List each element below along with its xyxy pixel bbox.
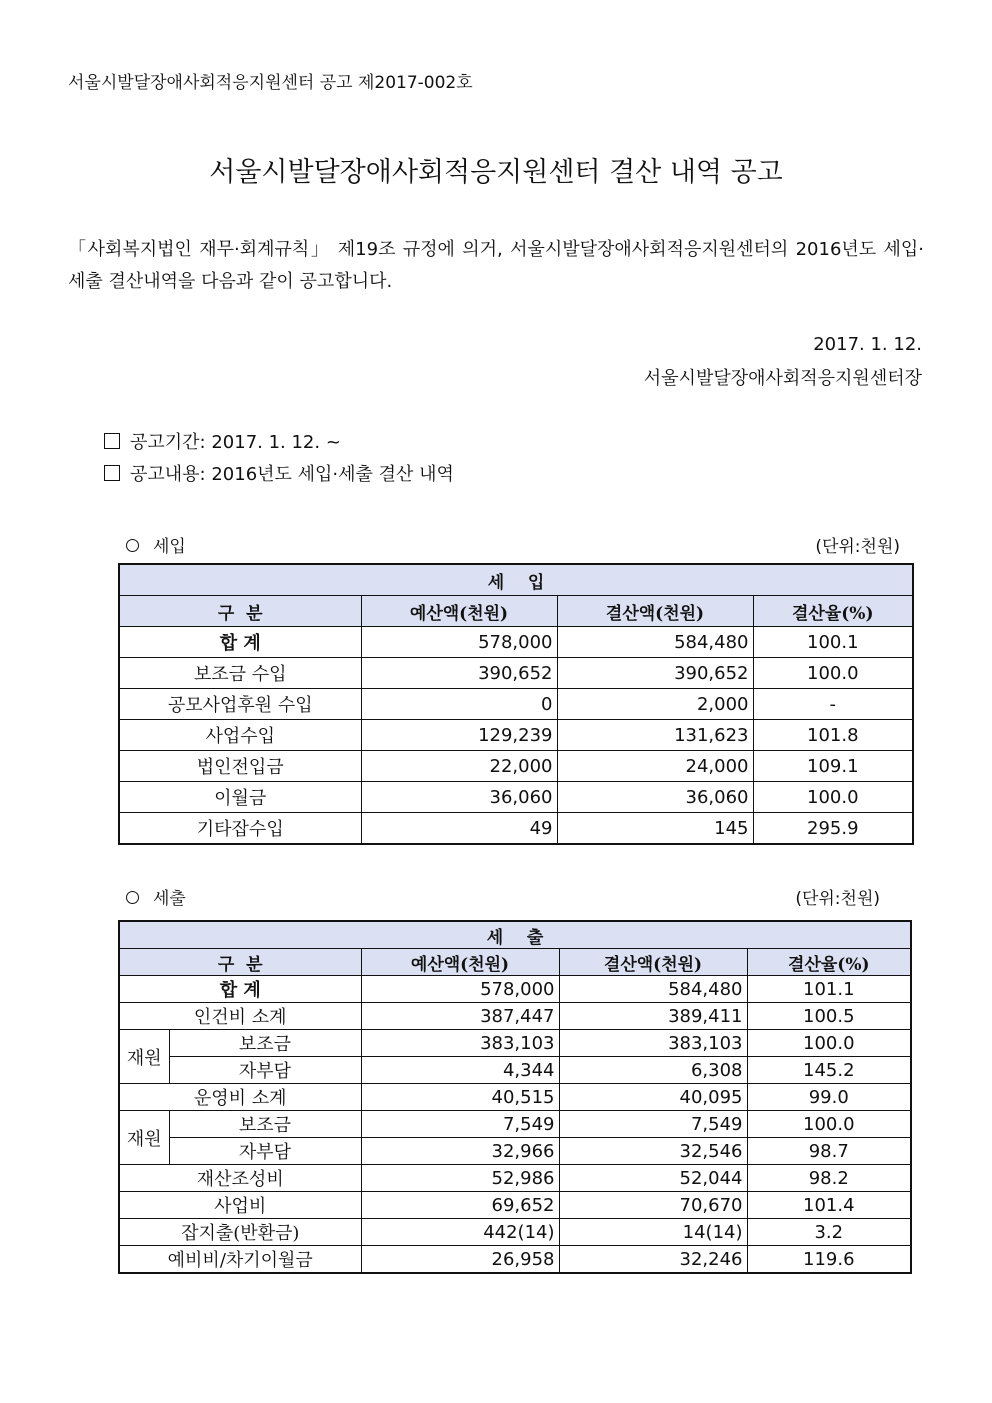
row-label: 이월금	[119, 782, 361, 813]
settled-cell: 24,000	[557, 751, 753, 782]
column-header: 결산율(%)	[747, 949, 911, 976]
row-label: 사업수입	[119, 720, 361, 751]
income-unit: (단위:천원)	[815, 537, 900, 557]
budget-cell: 22,000	[361, 751, 557, 782]
budget-cell: 49	[361, 813, 557, 845]
table-header-row	[119, 949, 911, 976]
table-row	[119, 1192, 911, 1219]
settled-cell: 14(14)	[559, 1219, 747, 1246]
rate-cell: 109.1	[753, 751, 913, 782]
budget-cell: 26,958	[361, 1246, 559, 1274]
settled-cell: 32,246	[559, 1246, 747, 1274]
column-header: 결산액(천원)	[559, 949, 747, 976]
notice-period-text: 공고기간: 2017. 1. 12. ~	[130, 432, 341, 453]
rate-cell: 101.8	[753, 720, 913, 751]
income-section-text: 세입	[153, 537, 186, 557]
settled-cell: 389,411	[559, 1003, 747, 1030]
settled-cell: 7,549	[559, 1111, 747, 1138]
square-bullet-icon	[104, 465, 120, 481]
settled-cell: 6,308	[559, 1057, 747, 1084]
row-label: 보조금	[169, 1030, 361, 1057]
document-title: 서울시발달장애사회적응지원센터 결산 내역 공고	[209, 157, 783, 188]
budget-cell: 0	[361, 689, 557, 720]
settled-cell: 2,000	[557, 689, 753, 720]
row-label: 예비비/차기이월금	[119, 1246, 361, 1274]
row-label: 자부담	[169, 1138, 361, 1165]
column-header: 예산액(천원)	[361, 596, 557, 627]
rate-cell: 119.6	[747, 1246, 911, 1274]
income-section-label	[126, 532, 186, 557]
budget-cell: 387,447	[361, 1003, 559, 1030]
budget-cell: 578,000	[361, 627, 557, 658]
row-label: 인건비 소계	[119, 1003, 361, 1030]
square-bullet-icon	[104, 433, 120, 449]
settled-cell: 40,095	[559, 1084, 747, 1111]
rate-cell: 98.7	[747, 1138, 911, 1165]
expense-unit: (단위:천원)	[795, 889, 880, 909]
settled-cell: 70,670	[559, 1192, 747, 1219]
table-row	[119, 1030, 911, 1057]
row-label: 공모사업후원 수입	[119, 689, 361, 720]
settled-cell: 584,480	[557, 627, 753, 658]
signer: 서울시발달장애사회적응지원센터장	[643, 368, 922, 389]
rate-cell: 100.0	[747, 1111, 911, 1138]
rate-cell: 145.2	[747, 1057, 911, 1084]
budget-cell: 69,652	[361, 1192, 559, 1219]
rate-cell: 101.1	[747, 976, 911, 1003]
budget-cell: 36,060	[361, 782, 557, 813]
table-row	[119, 1003, 911, 1030]
table-row	[119, 751, 913, 782]
settled-cell: 36,060	[557, 782, 753, 813]
rate-cell: 98.2	[747, 1165, 911, 1192]
row-label: 법인전입금	[119, 751, 361, 782]
rate-cell: 100.0	[753, 782, 913, 813]
row-label: 기타잡수입	[119, 813, 361, 845]
settled-cell: 383,103	[559, 1030, 747, 1057]
table-row	[119, 1138, 911, 1165]
rate-cell: 100.0	[753, 658, 913, 689]
column-header: 결산율(%)	[753, 596, 913, 627]
budget-cell: 442(14)	[361, 1219, 559, 1246]
rate-cell: -	[753, 689, 913, 720]
funding-label: 재원	[119, 1111, 169, 1165]
expense-section-text: 세출	[153, 889, 186, 909]
notice-number: 서울시발달장애사회적응지원센터 공고 제2017-002호	[68, 73, 473, 93]
notice-date: 2017. 1. 12.	[813, 334, 922, 355]
budget-cell: 578,000	[361, 976, 559, 1003]
row-label: 재산조성비	[119, 1165, 361, 1192]
budget-cell: 32,966	[361, 1138, 559, 1165]
table-row	[119, 720, 913, 751]
expense-table	[118, 920, 912, 1274]
expense-table-title: 세 출	[119, 921, 911, 949]
column-header: 구 분	[119, 949, 361, 976]
settled-cell: 131,623	[557, 720, 753, 751]
income-table	[118, 563, 914, 845]
row-label: 자부담	[169, 1057, 361, 1084]
budget-cell: 7,549	[361, 1111, 559, 1138]
rate-cell: 99.0	[747, 1084, 911, 1111]
row-label: 보조금 수입	[119, 658, 361, 689]
table-row	[119, 1111, 911, 1138]
circle-bullet-icon	[126, 539, 139, 552]
table-title-row	[119, 564, 913, 596]
column-header: 구 분	[119, 596, 361, 627]
rate-cell: 3.2	[747, 1219, 911, 1246]
table-title-row	[119, 921, 911, 949]
row-label: 합 계	[119, 627, 361, 658]
table-row	[119, 1219, 911, 1246]
row-label: 보조금	[169, 1111, 361, 1138]
budget-cell: 40,515	[361, 1084, 559, 1111]
table-row	[119, 813, 913, 845]
funding-label: 재원	[119, 1030, 169, 1084]
table-row	[119, 689, 913, 720]
table-row	[119, 1246, 911, 1274]
table-header-row	[119, 596, 913, 627]
expense-section-label	[126, 884, 186, 909]
rate-cell: 101.4	[747, 1192, 911, 1219]
rate-cell: 295.9	[753, 813, 913, 845]
settled-cell: 390,652	[557, 658, 753, 689]
budget-cell: 4,344	[361, 1057, 559, 1084]
notice-content-text: 공고내용: 2016년도 세입·세출 결산 내역	[130, 464, 454, 485]
row-label: 잡지출(반환금)	[119, 1219, 361, 1246]
budget-cell: 52,986	[361, 1165, 559, 1192]
column-header: 예산액(천원)	[361, 949, 559, 976]
notice-period-item	[104, 428, 341, 454]
rate-cell: 100.0	[747, 1030, 911, 1057]
rate-cell: 100.1	[753, 627, 913, 658]
budget-cell: 129,239	[361, 720, 557, 751]
table-row	[119, 1057, 911, 1084]
settled-cell: 52,044	[559, 1165, 747, 1192]
table-row	[119, 1165, 911, 1192]
budget-cell: 390,652	[361, 658, 557, 689]
rate-cell: 100.5	[747, 1003, 911, 1030]
income-table-title: 세 입	[119, 564, 913, 596]
table-row	[119, 658, 913, 689]
column-header: 결산액(천원)	[557, 596, 753, 627]
table-row	[119, 1084, 911, 1111]
notice-content-item	[104, 460, 454, 486]
row-label: 운영비 소계	[119, 1084, 361, 1111]
table-row	[119, 627, 913, 658]
budget-cell: 383,103	[361, 1030, 559, 1057]
circle-bullet-icon	[126, 891, 139, 904]
row-label: 합 계	[119, 976, 361, 1003]
settled-cell: 584,480	[559, 976, 747, 1003]
table-row	[119, 976, 911, 1003]
row-label: 사업비	[119, 1192, 361, 1219]
intro-paragraph: 「사회복지법인 재무·회계규칙」 제19조 규정에 의거, 서울시발달장애사회적응지원센터의 2016년도 세입·세출 결산내역을 다음과 같이 공고합니다.	[68, 239, 924, 292]
settled-cell: 32,546	[559, 1138, 747, 1165]
settled-cell: 145	[557, 813, 753, 845]
table-row	[119, 782, 913, 813]
